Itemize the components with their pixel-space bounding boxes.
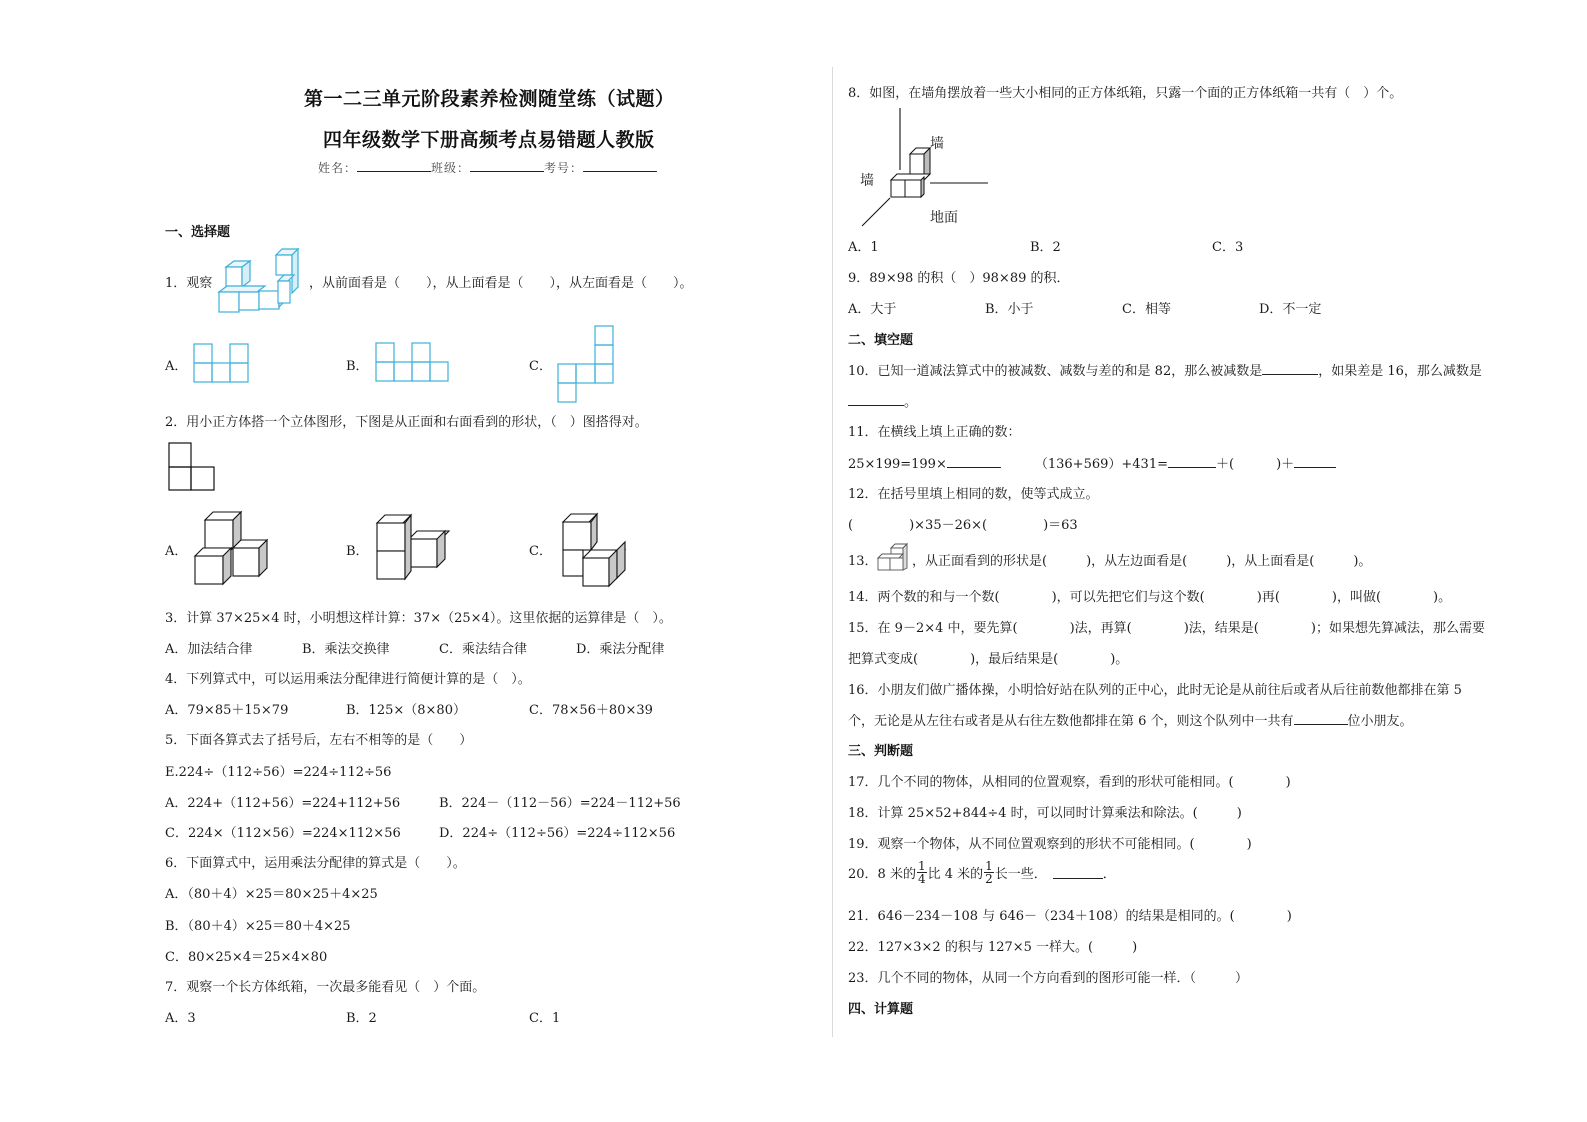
q2-text: 2．用小正方体搭一个立体图形，下图是从正面和右面看到的形状，（ ）图搭得对。 bbox=[165, 415, 648, 430]
q14-text: 14．两个数的和与一个数( )，可以先把它们与这个数( )再( )，叫做( )。 bbox=[848, 590, 1452, 605]
q16-text-b: 位小朋友。 bbox=[1347, 714, 1413, 729]
q12-eq-a: ( bbox=[848, 518, 854, 533]
q8-text: 8．如图，在墙角摆放着一些大小相同的正方体纸箱，只露一个面的正方体纸箱一共有（ ）个。 bbox=[848, 86, 1403, 101]
q20-fraction-1 bbox=[917, 860, 927, 885]
q6-text: 6．下面算式中，运用乘法分配律的算式是（ ）。 bbox=[165, 856, 466, 871]
q5-option-c[interactable]: C．224×（112×56）=224×112×56 bbox=[165, 826, 401, 841]
q1-prefix: 1．观察 bbox=[165, 276, 213, 291]
q20-line bbox=[848, 860, 1116, 885]
q10-end: 。 bbox=[904, 395, 918, 410]
q3-option-b[interactable]: B．乘法交换律 bbox=[302, 642, 390, 657]
q6-option-c[interactable]: C．80×25×4＝25×4×80 bbox=[165, 950, 328, 965]
q7-text: 7．观察一个长方体纸箱，一次最多能看见（ ）个面。 bbox=[165, 980, 486, 995]
q2-option-b[interactable]: B． bbox=[346, 544, 369, 559]
class-field[interactable] bbox=[470, 160, 544, 172]
q12-equation bbox=[848, 514, 1078, 533]
q1-option-a[interactable]: A． bbox=[165, 359, 188, 374]
q13-text: ，从正面看到的形状是( )，从左边面看是( )，从上面看是( )。 bbox=[912, 554, 1372, 569]
q5-option-a[interactable]: A．224+（112+56）=224+112+56 bbox=[165, 796, 401, 811]
q20-text-a: 20．8 米的 bbox=[848, 867, 916, 882]
q4-option-a[interactable]: A．79×85＋15×79 bbox=[165, 703, 289, 718]
q2-option-a[interactable]: A． bbox=[165, 544, 188, 559]
q20-f2-num: 1 bbox=[985, 859, 993, 873]
q13-cube-figure bbox=[876, 542, 910, 572]
q2-view-figure bbox=[168, 442, 218, 492]
title-line-1: 第一二三单元阶段素养检测随堂练（试题） bbox=[304, 88, 675, 110]
q8-option-b[interactable]: B．2 bbox=[1030, 240, 1061, 255]
q1-option-b-figure bbox=[375, 342, 453, 382]
q16-text-a: 个，无论是从左往右或者是从右往左数他都排在第 6 个，则这个队列中一共有 bbox=[848, 714, 1294, 729]
q21-text: 21．646－234－108 与 646－（234＋108）的结果是相同的。( ) bbox=[848, 909, 1292, 924]
q2-option-c[interactable]: C． bbox=[529, 544, 552, 559]
q20-f1-num: 1 bbox=[917, 859, 926, 873]
q1-option-c[interactable]: C． bbox=[529, 359, 552, 374]
q10-text-a: 10．已知一道减法算式中的被减数、减数与差的和是 82，那么被减数是 bbox=[848, 364, 1263, 379]
q4-option-c[interactable]: C．78×56＋80×39 bbox=[529, 703, 653, 718]
q20-f1-den: 4 bbox=[917, 872, 926, 886]
q8-option-c[interactable]: C．3 bbox=[1212, 240, 1244, 255]
q20-text-b: 比 4 米的 bbox=[927, 867, 984, 882]
q11-blank-2[interactable] bbox=[1168, 455, 1216, 468]
q10-line1 bbox=[848, 360, 1482, 379]
q9-option-a[interactable]: A．大于 bbox=[848, 302, 897, 317]
q10-blank-1[interactable] bbox=[1262, 362, 1318, 375]
q5-option-d[interactable]: D．224÷（112÷56）=224÷112×56 bbox=[439, 826, 676, 841]
q11-eq1: 25×199=199× bbox=[848, 457, 947, 472]
q12-eq-c: )＝63 bbox=[1043, 518, 1078, 533]
q2-option-a-figure bbox=[193, 510, 271, 586]
q3-text: 3．计算 37×25×4 时，小明想这样计算：37×（25×4）。这里依据的运算律是（ ）。 bbox=[165, 611, 672, 626]
q5-option-e[interactable]: E.224÷（112÷56）=224÷112÷56 bbox=[165, 765, 392, 780]
q1-option-b[interactable]: B． bbox=[346, 359, 369, 374]
q12-text: 12．在括号里填上相同的数，使等式成立。 bbox=[848, 487, 1099, 502]
section-true-false: 三、判断题 bbox=[848, 744, 914, 759]
section-fill-in: 二、填空题 bbox=[848, 333, 914, 348]
q19-text: 19．观察一个物体，从不同位置观察到的形状不可能相同。( ) bbox=[848, 837, 1252, 852]
q17-text: 17．几个不同的物体，从相同的位置观察，看到的形状可能相同。( ) bbox=[848, 775, 1291, 790]
q8-option-a[interactable]: A．1 bbox=[848, 240, 879, 255]
q1-option-c-figure bbox=[557, 325, 617, 405]
section-calculation: 四、计算题 bbox=[848, 1002, 914, 1017]
q5-option-b[interactable]: B．224－（112－56）=224－112+56 bbox=[439, 796, 681, 811]
q4-option-b[interactable]: B．125×（8×80） bbox=[346, 703, 466, 718]
q20-fraction-2 bbox=[984, 860, 994, 885]
q2-option-b-figure bbox=[375, 513, 453, 583]
q18-text: 18．计算 25×52+844÷4 时，可以同时计算乘法和除法。( ) bbox=[848, 806, 1242, 821]
q12-eq-b: )×35－26×( bbox=[909, 518, 988, 533]
q7-option-b[interactable]: B．2 bbox=[346, 1011, 377, 1026]
q11-eq2-plus: ＋( bbox=[1215, 457, 1235, 472]
q10-line2 bbox=[848, 391, 917, 410]
q9-option-c[interactable]: C．相等 bbox=[1122, 302, 1171, 317]
q11-eq2-plus2: )＋ bbox=[1276, 457, 1295, 472]
q22-text: 22．127×3×2 的积与 127×5 一样大。( ) bbox=[848, 940, 1138, 955]
q6-option-b[interactable]: B．（80＋4）×25＝80＋4×25 bbox=[165, 919, 351, 934]
q11-eq2: （136+569）+431= bbox=[1034, 457, 1168, 472]
student-info bbox=[318, 159, 657, 176]
name-field[interactable] bbox=[357, 160, 431, 172]
class-label: 班级： bbox=[431, 161, 471, 175]
q23-text: 23．几个不同的物体，从同一个方向看到的图形可能一样．（ ） bbox=[848, 971, 1249, 986]
q20-end: ． bbox=[1102, 867, 1116, 882]
q15-line2: 把算式变成( )，最后结果是( )。 bbox=[848, 652, 1129, 667]
q11-blank-4[interactable] bbox=[1294, 455, 1336, 468]
q11-blank-1[interactable] bbox=[947, 455, 1001, 468]
q9-option-d[interactable]: D．不一定 bbox=[1259, 302, 1322, 317]
q2-option-c-figure bbox=[561, 512, 631, 588]
title-line-2: 四年级数学下册高频考点易错题人教版 bbox=[323, 129, 655, 151]
exam-no-label: 考号： bbox=[544, 161, 584, 175]
q9-option-b[interactable]: B．小于 bbox=[985, 302, 1034, 317]
q8-wall-corner-figure bbox=[860, 108, 995, 228]
exam-no-field[interactable] bbox=[583, 160, 657, 172]
q9-text: 9．89×98 的积（ ）98×89 的积． bbox=[848, 271, 1070, 286]
q20-text-c: 长一些． bbox=[994, 867, 1047, 882]
section-multiple-choice: 一、选择题 bbox=[165, 225, 231, 240]
q7-option-c[interactable]: C．1 bbox=[529, 1011, 561, 1026]
q11-text: 11．在横线上填上正确的数： bbox=[848, 425, 1021, 440]
name-label: 姓名： bbox=[318, 161, 358, 175]
q16-line2 bbox=[848, 710, 1413, 729]
q16-line1: 16．小朋友们做广播体操，小明恰好站在队列的正中心，此时无论是从前往后或者从后往前数他都排在第 5 bbox=[848, 683, 1462, 698]
q20-blank[interactable] bbox=[1053, 866, 1103, 879]
q16-blank[interactable] bbox=[1294, 712, 1348, 725]
q1-cube-figure bbox=[218, 247, 304, 313]
q10-blank-2[interactable] bbox=[848, 393, 904, 406]
q3-option-d[interactable]: D．乘法分配律 bbox=[576, 642, 665, 657]
q7-option-a[interactable]: A．3 bbox=[165, 1011, 196, 1026]
q8-label-wall-top: 墙 bbox=[930, 136, 944, 152]
q10-text-b: ，如果差是 16，那么减数是 bbox=[1318, 364, 1482, 379]
q3-option-a[interactable]: A．加法结合律 bbox=[165, 642, 253, 657]
column-divider bbox=[832, 67, 833, 1037]
q20-f2-den: 2 bbox=[985, 872, 993, 886]
q5-text: 5．下面各算式去了括号后，左右不相等的是（ ） bbox=[165, 733, 473, 748]
q3-option-c[interactable]: C．乘法结合律 bbox=[439, 642, 527, 657]
q15-line1: 15．在 9－2×4 中，要先算( )法，再算( )法，结果是( )；如果想先算减法，那么需要 bbox=[848, 621, 1485, 636]
q8-label-ground: 地面 bbox=[930, 210, 958, 226]
q6-option-a[interactable]: A．（80＋4）×25＝80×25＋4×25 bbox=[165, 887, 378, 902]
q4-text: 4．下列算式中，可以运用乘法分配律进行简便计算的是（ ）。 bbox=[165, 672, 531, 687]
q8-label-wall-left: 墙 bbox=[860, 173, 874, 189]
q13-prefix: 13． bbox=[848, 554, 878, 569]
q11-equations bbox=[848, 453, 1336, 472]
q1-text: ，从前面看是（ ），从上面看是（ ），从左面看是（ ）。 bbox=[309, 276, 693, 291]
q1-option-a-figure bbox=[193, 343, 251, 383]
